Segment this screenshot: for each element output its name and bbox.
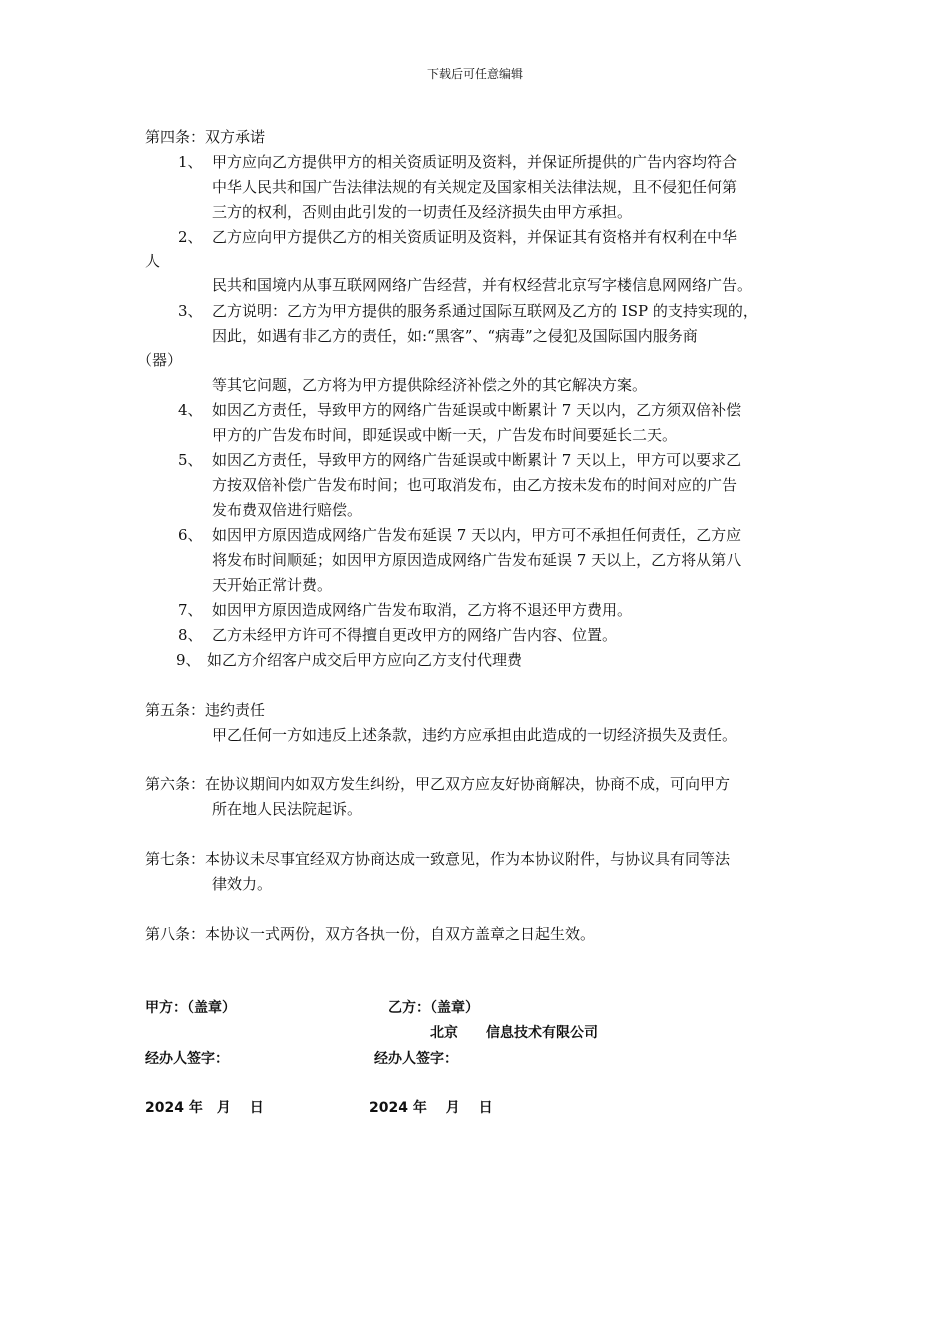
page-header: 下载后可任意编辑 <box>426 67 523 81</box>
party-a-date: 2024 年 月 日 <box>145 1100 264 1116</box>
party-b-company: 北京 信息技术有限公司 <box>430 1025 598 1041</box>
article6-line: 所在地人民法院起诉。 <box>212 800 363 818</box>
item-number: 6、 <box>178 526 203 544</box>
item-number: 3、 <box>178 302 203 320</box>
item-1-line: 甲方应向乙方提供甲方的相关资质证明及资料，并保证所提供的广告内容均符合 <box>212 153 738 171</box>
item-number: 7、 <box>178 601 203 619</box>
item-number: 2、 <box>178 228 203 246</box>
item-5-line: 方按双倍补偿广告发布时间；也可取消发布，由乙方按未发布的时间对应的广告 <box>212 476 738 494</box>
item-number: 1、 <box>178 153 203 171</box>
item-4-line: 甲方的广告发布时间，即延误或中断一天，广告发布时间要延长二天。 <box>212 426 678 444</box>
item-3-line: 因此，如遇有非乙方的责任，如:“黑客”、“病毒”之侵犯及国际国内服务商 <box>212 327 698 345</box>
item-2-line: 乙方应向甲方提供乙方的相关资质证明及资料，并保证其有资格并有权利在中华 <box>212 228 738 246</box>
article8-line: 第八条：本协议一式两份，双方各执一份，自双方盖章之日起生效。 <box>145 925 596 943</box>
item-1-line: 三方的权利，否则由此引发的一切责任及经济损失由甲方承担。 <box>212 203 633 221</box>
item-number: 9、 <box>176 651 201 669</box>
item-2-line: 民共和国境内从事互联网网络广告经营，并有权经营北京写字楼信息网网络广告。 <box>212 276 753 294</box>
article5-line: 甲乙任何一方如违反上述条款，违约方应承担由此造成的一切经济损失及责任。 <box>212 726 738 744</box>
item-9-line: 如乙方介绍客户成交后甲方应向乙方支付代理费 <box>207 651 523 669</box>
item-7-line: 如因甲方原因造成网络广告发布取消，乙方将不退还甲方费用。 <box>212 601 633 619</box>
party-b-agent-signature: 经办人签字： <box>374 1051 458 1067</box>
item-1-line: 中华人民共和国广告法律法规的有关规定及国家相关法律法规，且不侵犯任何第 <box>212 178 738 196</box>
party-b-seal: 乙方：（盖章） <box>388 1000 479 1016</box>
item-6-line: 天开始正常计费。 <box>212 576 333 594</box>
party-b-date: 2024 年 月 日 <box>369 1100 493 1116</box>
item-number: 8、 <box>178 626 203 644</box>
item-number: 5、 <box>178 451 203 469</box>
item-number: 4、 <box>178 401 203 419</box>
party-a-seal: 甲方：（盖章） <box>145 1000 236 1016</box>
article4-title: 第四条：双方承诺 <box>145 128 266 146</box>
item-3-line: 乙方说明：乙方为甲方提供的服务系通过国际互联网及乙方的 ISP 的支持实现的， <box>212 302 758 320</box>
item-2-line: 人 <box>145 252 161 270</box>
item-5-line: 发布费双倍进行赔偿。 <box>212 501 363 519</box>
item-6-line: 如因甲方原因造成网络广告发布延误 7 天以内，甲方可不承担任何责任，乙方应 <box>212 526 742 544</box>
item-5-line: 如因乙方责任，导致甲方的网络广告延误或中断累计 7 天以上，甲方可以要求乙 <box>212 451 742 469</box>
item-3-line: （器） <box>137 351 183 369</box>
item-3-line: 等其它问题，乙方将为甲方提供除经济补偿之外的其它解决方案。 <box>212 376 648 394</box>
article7-line: 第七条：本协议未尽事宜经双方协商达成一致意见，作为本协议附件，与协议具有同等法 <box>145 850 731 868</box>
article6-line: 第六条：在协议期间内如双方发生纠纷，甲乙双方应友好协商解决，协商不成，可向甲方 <box>145 775 731 793</box>
party-a-agent-signature: 经办人签字： <box>145 1051 229 1067</box>
item-4-line: 如因乙方责任，导致甲方的网络广告延误或中断累计 7 天以内，乙方须双倍补偿 <box>212 401 742 419</box>
item-6-line: 将发布时间顺延；如因甲方原因造成网络广告发布延误 7 天以上，乙方将从第八 <box>212 551 742 569</box>
item-8-line: 乙方未经甲方许可不得擅自更改甲方的网络广告内容、位置。 <box>212 626 618 644</box>
article7-line: 律效力。 <box>212 875 273 893</box>
article5-title: 第五条：违约责任 <box>145 701 266 719</box>
